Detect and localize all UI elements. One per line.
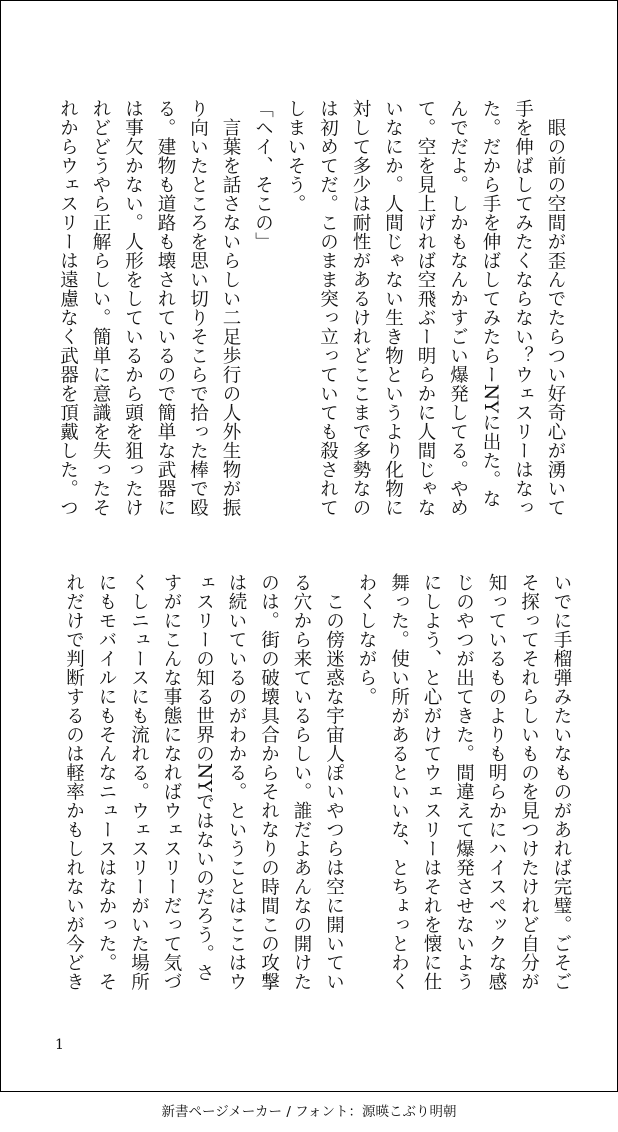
text-line: 手を伸ばしてみたくならない？ウェスリーはなっ: [512, 99, 534, 517]
text-line: る。建物も道路も壊されているので簡単な武器に: [155, 99, 176, 517]
text-line: れどどうやら正解らしい。簡単に意識を失ったそ: [90, 99, 111, 517]
text-line: そ探ってそれらしいものを見つけたけれど自分が: [518, 573, 540, 991]
text-line: にもモバイルにもそんなニュースはなかった。そ: [96, 573, 117, 991]
text-line: ェスリーの知る世界のNYではないのだろう。さ: [193, 573, 215, 983]
bottom-text-block: [57, 573, 577, 1003]
text-line: は初めてだ。このまま突っ立っていても殺されて: [317, 99, 339, 517]
text-line: 「ヘイ、そこの」: [252, 99, 274, 251]
top-text-block: [51, 99, 571, 529]
text-line: いなにか。人間じゃない生き物というより化物に: [382, 99, 404, 517]
page-number: 1: [55, 1037, 64, 1053]
text-line: 舞った。使い所があるといいな、とちょっとわく: [388, 573, 410, 991]
text-line: くしニュースにも流れる。ウェスリーがいた場所: [128, 573, 150, 991]
text-line: れだけで判断するのは軽率かもしれないが今どき: [63, 573, 85, 991]
text-line: た。だから手を伸ばしてみたらーNYに出た。な: [480, 99, 501, 509]
text-line: 言葉を話さないらしい二足歩行の人外生物が振: [220, 99, 241, 517]
text-line: て。空を見上げれば空飛ぶー明らかに人間じゃな: [415, 99, 436, 517]
text-line: すがにこんな事態になればウェスリーだって気づ: [161, 573, 182, 991]
text-line: れからウェスリーは遠慮なく武器を頂戴した。つ: [57, 99, 79, 517]
text-line: 対して多少は耐性があるけれどここまで多勢なの: [350, 99, 371, 517]
text-line: じのやつが出てきた。間違えて爆発させないよう: [453, 573, 475, 991]
text-line: は事欠かない。人形をしているから頭を狙ったけ: [122, 99, 144, 517]
text-line: この傍迷惑な宇宙人ぽいやつらは空に開いてい: [323, 573, 345, 991]
text-line: のは。街の破壊具合からそれなりの時間この攻撃: [258, 573, 280, 991]
text-line: わくしながら。: [356, 573, 377, 706]
text-line: にしよう、と心がけてウェスリーはそれを懐に仕: [421, 573, 442, 991]
text-line: んでだよ。しかもなんかすごい爆発してる。やめ: [447, 99, 469, 517]
text-line: 知っているものよりも明らかにハイスペックな感: [486, 573, 507, 991]
text-line: しまいそう。: [285, 99, 306, 213]
text-line: は続いているのがわかる。ということはここはウ: [226, 573, 247, 991]
footer-credit: 新書ページメーカー / フォント：源暎こぶり明朝: [161, 1104, 457, 1120]
text-line: いでに手榴弾みたいなものがあれば完璧。ごそご: [551, 573, 572, 991]
text-line: る穴から来ているらしい。誰だよあんなの開けた: [291, 573, 312, 991]
text-line: 眼の前の空間が歪んでたらつい好奇心が湧いて: [545, 99, 566, 517]
text-line: り向いたところを思い切りそこらで拾った棒で殴: [187, 99, 209, 517]
